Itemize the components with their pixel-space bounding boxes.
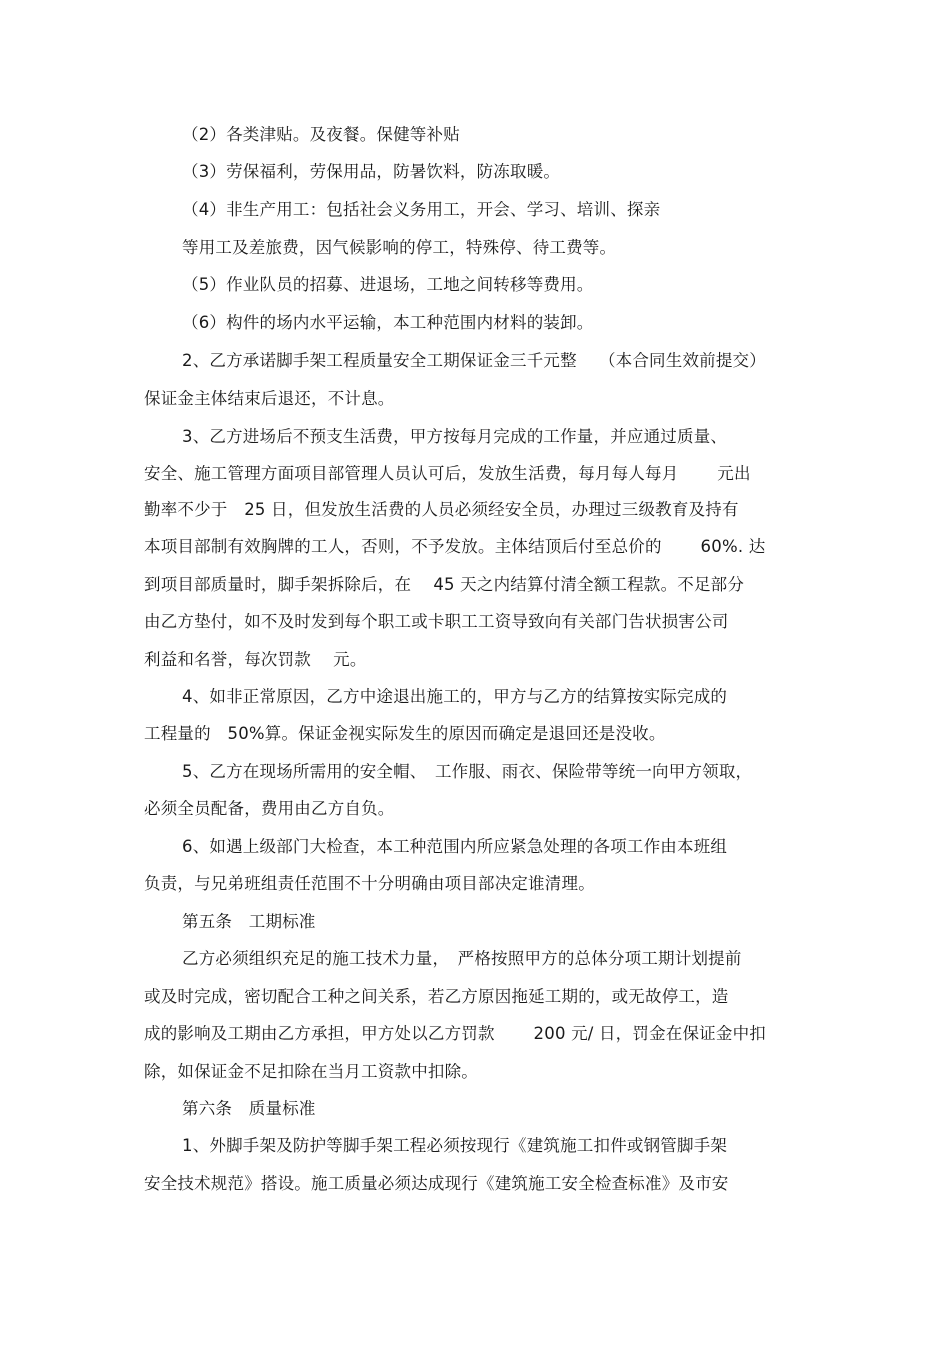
section-heading: 第六条 质量标准 bbox=[182, 1099, 316, 1118]
text-line: （5）作业队员的招募、进退场，工地之间转移等费用。 bbox=[182, 275, 594, 294]
text-line: （3）劳保福利，劳保用品，防暑饮料，防冻取暖。 bbox=[182, 162, 561, 181]
text-line: 或及时完成，密切配合工种之间关系，若乙方原因拖延工期的，或无故停工，造 bbox=[144, 987, 729, 1006]
text-line: 除，如保证金不足扣除在当月工资款中扣除。 bbox=[144, 1062, 478, 1081]
text-line: 安全、施工管理方面项目部管理人员认可后，发放生活费，每月每人每月 元出 bbox=[144, 464, 751, 483]
text-line: 1、外脚手架及防护等脚手架工程必须按现行《建筑施工扣件或钢管脚手架 bbox=[182, 1136, 728, 1155]
text-line: 勤率不少于 25 日，但发放生活费的人员必须经安全员，办理过三级教育及持有 bbox=[144, 500, 739, 519]
text-line: （2）各类津贴。及夜餐。保健等补贴 bbox=[182, 125, 460, 144]
text-line: 2、乙方承诺脚手架工程质量安全工期保证金三千元整 （本合同生效前提交） bbox=[182, 351, 766, 370]
text-line: 保证金主体结束后退还，不计息。 bbox=[144, 389, 395, 408]
text-line: 等用工及差旅费，因气候影响的停工，特殊停、待工费等。 bbox=[182, 238, 617, 257]
text-line: 到项目部质量时，脚手架拆除后，在 45 天之内结算付清全额工程款。不足部分 bbox=[144, 575, 745, 594]
text-line: 利益和名誉，每次罚款 元。 bbox=[144, 650, 367, 669]
text-line: 安全技术规范》搭设。施工质量必须达成现行《建筑施工安全检查标准》及市安 bbox=[144, 1174, 729, 1193]
text-line: 3、乙方进场后不预支生活费，甲方按每月完成的工作量，并应通过质量、 bbox=[182, 427, 728, 446]
text-line: （6）构件的场内水平运输，本工种范围内材料的装卸。 bbox=[182, 313, 594, 332]
text-line: 负责，与兄弟班组责任范围不十分明确由项目部决定谁清理。 bbox=[144, 874, 595, 893]
text-line: 乙方必须组织充足的施工技术力量， 严格按照甲方的总体分项工期计划提前 bbox=[182, 949, 742, 968]
text-line: 6、如遇上级部门大检查，本工种范围内所应紧急处理的各项工作由本班组 bbox=[182, 837, 728, 856]
text-line: 4、如非正常原因，乙方中途退出施工的，甲方与乙方的结算按实际完成的 bbox=[182, 687, 728, 706]
text-line: （4）非生产用工：包括社会义务用工，开会、学习、培训、探亲 bbox=[182, 200, 661, 219]
text-line: 5、乙方在现场所需用的安全帽、 工作服、雨衣、保险带等统一向甲方领取， bbox=[182, 762, 753, 781]
text-line: 由乙方垫付，如不及时发到每个职工或卡职工工资导致向有关部门告状损害公司 bbox=[144, 612, 729, 631]
text-line: 必须全员配备，费用由乙方自负。 bbox=[144, 799, 395, 818]
section-heading: 第五条 工期标准 bbox=[182, 912, 316, 931]
text-line: 成的影响及工期由乙方承担，甲方处以乙方罚款 200 元/ 日，罚金在保证金中扣 bbox=[144, 1024, 766, 1043]
text-line: 本项目部制有效胸牌的工人，否则，不予发放。主体结顶后付至总价的 60%. 达 bbox=[144, 537, 766, 556]
text-line: 工程量的 50%算。保证金视实际发生的原因而确定是退回还是没收。 bbox=[144, 724, 666, 743]
